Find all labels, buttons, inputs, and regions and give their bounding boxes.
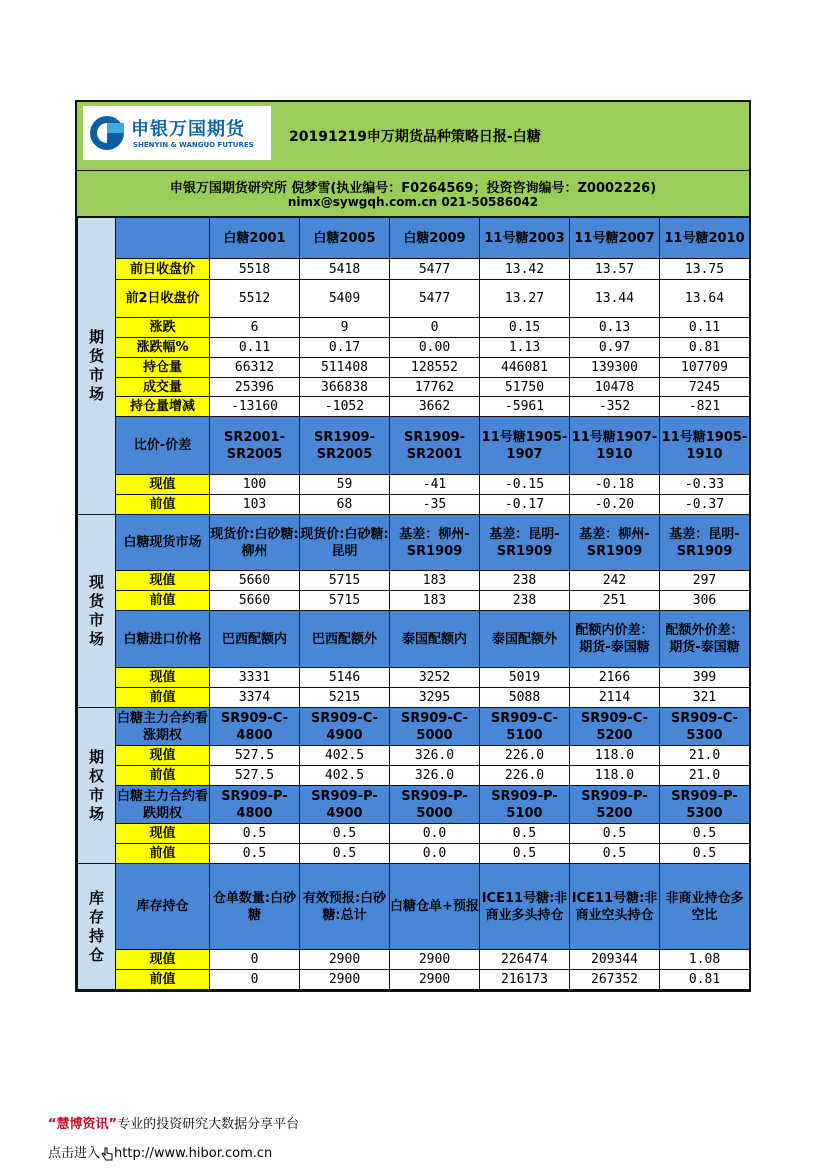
column-header: 基差：昆明-SR1909	[660, 515, 750, 571]
data-table	[77, 217, 750, 990]
value-cell: 25396	[210, 378, 300, 397]
column-header: SR909-P-4900	[300, 786, 390, 824]
value-cell: -0.15	[480, 475, 570, 495]
group-label: 白糖主力合约看涨期权	[116, 708, 210, 746]
value-cell: 402.5	[300, 766, 390, 786]
footer-link-prefix: 点击进入	[48, 1146, 101, 1161]
value-cell: 3662	[390, 397, 480, 417]
value-cell: 5477	[390, 280, 480, 318]
column-header: SR1909-SR2005	[300, 417, 390, 475]
empty-header	[116, 218, 210, 259]
value-cell: 0.0	[390, 824, 480, 844]
group-label: 白糖进口价格	[116, 611, 210, 668]
value-cell: 321	[660, 688, 750, 708]
column-header: 11号糖1905-1910	[660, 417, 750, 475]
value-cell: 5715	[300, 591, 390, 611]
report-title: 20191219申万期货品种策略日报-白糖	[289, 129, 541, 145]
value-cell: 5477	[390, 259, 480, 280]
value-cell: 0.11	[210, 338, 300, 358]
spot-row	[78, 591, 750, 611]
value-cell: 103	[210, 495, 300, 515]
group-label: 白糖主力合约看跌期权	[116, 786, 210, 824]
column-header: SR909-P-4800	[210, 786, 300, 824]
value-cell: -0.37	[660, 495, 750, 515]
row-label: 现值	[116, 824, 210, 844]
value-cell: 0.5	[210, 824, 300, 844]
column-header: SR909-C-5000	[390, 708, 480, 746]
value-cell: 0.17	[300, 338, 390, 358]
row-label: 持仓量增减	[116, 397, 210, 417]
section-label-char: 仓	[88, 945, 104, 964]
value-cell: 5512	[210, 280, 300, 318]
futures-row	[78, 318, 750, 338]
column-header: 配额外价差：期货-泰国糖	[660, 611, 750, 668]
row-label: 涨跌	[116, 318, 210, 338]
column-header: 11号糖2003	[480, 218, 570, 259]
author-contact: nimx@sywgqh.com.cn 021-50586042	[287, 195, 539, 209]
section-label-char: 权	[88, 766, 104, 785]
value-cell: 209344	[570, 950, 660, 970]
column-header: 11号糖2010	[660, 218, 750, 259]
value-cell: 13.57	[570, 259, 660, 280]
value-cell: 226.0	[480, 766, 570, 786]
value-cell: 5660	[210, 571, 300, 591]
section-label-char: 场	[88, 804, 104, 823]
section-label	[78, 708, 116, 864]
value-cell: -1052	[300, 397, 390, 417]
value-cell: 21.0	[660, 746, 750, 766]
value-cell: 226474	[480, 950, 570, 970]
row-label: 前值	[116, 844, 210, 864]
column-header: 泰国配额外	[480, 611, 570, 668]
inventory-row	[78, 970, 750, 990]
value-cell: 3252	[390, 668, 480, 688]
section-label-char: 市	[88, 611, 104, 629]
section-label-char: 库	[88, 888, 104, 907]
value-cell: 5215	[300, 688, 390, 708]
row-label: 前值	[116, 688, 210, 708]
value-cell: 0.13	[570, 318, 660, 338]
row-label: 现值	[116, 475, 210, 495]
row-label: 前值	[116, 766, 210, 786]
section-label	[78, 864, 116, 990]
row-label: 前日收盘价	[116, 259, 210, 280]
value-cell: 0.5	[660, 824, 750, 844]
column-header: 白糖2009	[390, 218, 480, 259]
put-row	[78, 824, 750, 844]
value-cell: 0.5	[660, 844, 750, 864]
column-header: SR909-P-5200	[570, 786, 660, 824]
column-header: 非商业持仓多空比	[660, 864, 750, 950]
value-cell: 0.97	[570, 338, 660, 358]
value-cell: 0.5	[570, 824, 660, 844]
row-label: 前值	[116, 495, 210, 515]
section-label-char: 存	[88, 907, 104, 926]
value-cell: 242	[570, 571, 660, 591]
value-cell: 0.5	[480, 824, 570, 844]
column-header: SR909-C-5100	[480, 708, 570, 746]
value-cell: -13160	[210, 397, 300, 417]
row-label: 前2日收盘价	[116, 280, 210, 318]
column-header: 基差：柳州-SR1909	[390, 515, 480, 571]
value-cell: 2900	[300, 970, 390, 990]
value-cell: -35	[390, 495, 480, 515]
row-label: 现值	[116, 571, 210, 591]
column-header: 巴西配额内	[210, 611, 300, 668]
spread-row	[78, 495, 750, 515]
author-line: 申银万国期货研究所 倪梦雪(执业编号：F0264569；投资咨询编号：Z0002226)	[169, 181, 657, 196]
section-label	[78, 218, 116, 515]
section-label-char: 期	[88, 328, 104, 346]
hand-pointer-icon	[100, 1147, 114, 1161]
column-header: 白糖仓单+预报	[390, 864, 480, 950]
value-cell: 226.0	[480, 746, 570, 766]
import-row	[78, 688, 750, 708]
value-cell: 267352	[570, 970, 660, 990]
report-sheet	[75, 100, 751, 992]
column-header: ICE11号糖:非商业空头持仓	[570, 864, 660, 950]
futures-row	[78, 259, 750, 280]
inventory-header-row	[78, 864, 750, 950]
column-header: SR909-C-5200	[570, 708, 660, 746]
value-cell: 446081	[480, 358, 570, 378]
value-cell: 13.64	[660, 280, 750, 318]
row-label: 现值	[116, 950, 210, 970]
footer-url-link[interactable]: http://www.hibor.com.cn	[114, 1146, 273, 1161]
value-cell: 511408	[300, 358, 390, 378]
value-cell: -41	[390, 475, 480, 495]
futures-row	[78, 358, 750, 378]
value-cell: 6	[210, 318, 300, 338]
group-label: 白糖现货市场	[116, 515, 210, 571]
value-cell: 5418	[300, 259, 390, 280]
value-cell: 3331	[210, 668, 300, 688]
futures-header-row	[78, 218, 750, 259]
value-cell: 128552	[390, 358, 480, 378]
column-header: 巴西配额外	[300, 611, 390, 668]
column-header: SR909-C-4900	[300, 708, 390, 746]
value-cell: -0.17	[480, 495, 570, 515]
value-cell: -0.20	[570, 495, 660, 515]
section-label-char: 市	[88, 366, 104, 384]
column-header: 有效预报:白砂糖:总计	[300, 864, 390, 950]
footer-brand: “慧博资讯”	[48, 1117, 118, 1132]
import-row	[78, 668, 750, 688]
column-header: 基差：柳州-SR1909	[570, 515, 660, 571]
call-header-row	[78, 708, 750, 746]
value-cell: 5409	[300, 280, 390, 318]
section-label-char: 货	[88, 347, 104, 365]
futures-row	[78, 338, 750, 358]
value-cell: 0	[390, 318, 480, 338]
section-label-char: 场	[88, 385, 104, 403]
value-cell: 216173	[480, 970, 570, 990]
value-cell: 13.75	[660, 259, 750, 280]
logo-text-en: SHENYIN & WANGUO FUTURES	[133, 141, 254, 149]
value-cell: 17762	[390, 378, 480, 397]
value-cell: 0.15	[480, 318, 570, 338]
value-cell: 2114	[570, 688, 660, 708]
value-cell: 0.5	[300, 844, 390, 864]
value-cell: 402.5	[300, 746, 390, 766]
footer-slogan	[48, 1113, 299, 1132]
value-cell: 527.5	[210, 766, 300, 786]
value-cell: 13.27	[480, 280, 570, 318]
value-cell: 59	[300, 475, 390, 495]
inventory-row	[78, 950, 750, 970]
column-header: SR909-P-5000	[390, 786, 480, 824]
section-label-char: 场	[88, 630, 104, 648]
footer-link-line	[48, 1142, 272, 1161]
column-header: 11号糖1907-1910	[570, 417, 660, 475]
row-label: 成交量	[116, 378, 210, 397]
value-cell: -0.33	[660, 475, 750, 495]
footer-slogan-text: 专业的投资研究大数据分享平台	[117, 1117, 300, 1132]
value-cell: 5019	[480, 668, 570, 688]
spot-header-row	[78, 515, 750, 571]
value-cell: 238	[480, 591, 570, 611]
value-cell: 0.5	[480, 844, 570, 864]
company-logo	[83, 106, 271, 160]
column-header: SR909-C-5300	[660, 708, 750, 746]
put-header-row	[78, 786, 750, 824]
value-cell: 0	[210, 950, 300, 970]
futures-row	[78, 397, 750, 417]
logo-mark-icon	[89, 115, 125, 151]
row-label: 前值	[116, 970, 210, 990]
value-cell: 2900	[390, 970, 480, 990]
column-header: 配额内价差：期货-泰国糖	[570, 611, 660, 668]
value-cell: 13.44	[570, 280, 660, 318]
row-label: 前值	[116, 591, 210, 611]
group-label: 库存持仓	[116, 864, 210, 950]
column-header: SR909-C-4800	[210, 708, 300, 746]
value-cell: 5088	[480, 688, 570, 708]
value-cell: 2900	[300, 950, 390, 970]
value-cell: 13.42	[480, 259, 570, 280]
value-cell: 0.00	[390, 338, 480, 358]
value-cell: 0.81	[660, 970, 750, 990]
value-cell: 5518	[210, 259, 300, 280]
value-cell: 2900	[390, 950, 480, 970]
value-cell: 326.0	[390, 766, 480, 786]
section-label-char: 现	[88, 573, 104, 591]
column-header: 11号糖2007	[570, 218, 660, 259]
value-cell: 251	[570, 591, 660, 611]
value-cell: 1.13	[480, 338, 570, 358]
value-cell: -0.18	[570, 475, 660, 495]
value-cell: 9	[300, 318, 390, 338]
import-header-row	[78, 611, 750, 668]
row-label: 涨跌幅%	[116, 338, 210, 358]
value-cell: 3374	[210, 688, 300, 708]
column-header: SR909-P-5100	[480, 786, 570, 824]
value-cell: 2166	[570, 668, 660, 688]
value-cell: 0.81	[660, 338, 750, 358]
spread-header-row	[78, 417, 750, 475]
put-row	[78, 844, 750, 864]
value-cell: 0.11	[660, 318, 750, 338]
futures-row	[78, 378, 750, 397]
column-header: 仓单数量:白砂糖	[210, 864, 300, 950]
value-cell: 5715	[300, 571, 390, 591]
value-cell: 183	[390, 571, 480, 591]
value-cell: 5660	[210, 591, 300, 611]
value-cell: 297	[660, 571, 750, 591]
value-cell: 0.5	[570, 844, 660, 864]
section-label-char: 持	[88, 926, 104, 945]
value-cell: 7245	[660, 378, 750, 397]
value-cell: 66312	[210, 358, 300, 378]
section-label-char: 市	[88, 785, 104, 804]
value-cell: 0	[210, 970, 300, 990]
column-header: 11号糖1905-1907	[480, 417, 570, 475]
report-header	[77, 102, 749, 171]
row-label: 现值	[116, 746, 210, 766]
value-cell: 0.5	[300, 824, 390, 844]
row-label: 现值	[116, 668, 210, 688]
value-cell: -5961	[480, 397, 570, 417]
value-cell: 0.5	[210, 844, 300, 864]
author-info	[77, 171, 749, 217]
value-cell: 306	[660, 591, 750, 611]
value-cell: 366838	[300, 378, 390, 397]
value-cell: -352	[570, 397, 660, 417]
column-header: SR909-P-5300	[660, 786, 750, 824]
column-header: 泰国配额内	[390, 611, 480, 668]
logo-text-cn: 申银万国期货	[131, 119, 245, 140]
value-cell: 139300	[570, 358, 660, 378]
value-cell: 10478	[570, 378, 660, 397]
call-row	[78, 746, 750, 766]
group-label: 比价-价差	[116, 417, 210, 475]
value-cell: 68	[300, 495, 390, 515]
spread-row	[78, 475, 750, 495]
section-label	[78, 515, 116, 708]
column-header: 白糖2001	[210, 218, 300, 259]
value-cell: 100	[210, 475, 300, 495]
column-header: 现货价:白砂糖:柳州	[210, 515, 300, 571]
spot-row	[78, 571, 750, 591]
value-cell: 326.0	[390, 746, 480, 766]
value-cell: 118.0	[570, 766, 660, 786]
value-cell: 238	[480, 571, 570, 591]
value-cell: -821	[660, 397, 750, 417]
value-cell: 0.0	[390, 844, 480, 864]
column-header: 基差：昆明-SR1909	[480, 515, 570, 571]
futures-row	[78, 280, 750, 318]
section-label-char: 期	[88, 747, 104, 766]
value-cell: 21.0	[660, 766, 750, 786]
column-header: ICE11号糖:非商业多头持仓	[480, 864, 570, 950]
row-label: 持仓量	[116, 358, 210, 378]
value-cell: 183	[390, 591, 480, 611]
column-header: 现货价:白砂糖:昆明	[300, 515, 390, 571]
value-cell: 5146	[300, 668, 390, 688]
value-cell: 3295	[390, 688, 480, 708]
value-cell: 1.08	[660, 950, 750, 970]
value-cell: 399	[660, 668, 750, 688]
value-cell: 527.5	[210, 746, 300, 766]
value-cell: 51750	[480, 378, 570, 397]
column-header: 白糖2005	[300, 218, 390, 259]
column-header: SR2001-SR2005	[210, 417, 300, 475]
value-cell: 107709	[660, 358, 750, 378]
column-header: SR1909-SR2001	[390, 417, 480, 475]
call-row	[78, 766, 750, 786]
section-label-char: 货	[88, 592, 104, 610]
value-cell: 118.0	[570, 746, 660, 766]
